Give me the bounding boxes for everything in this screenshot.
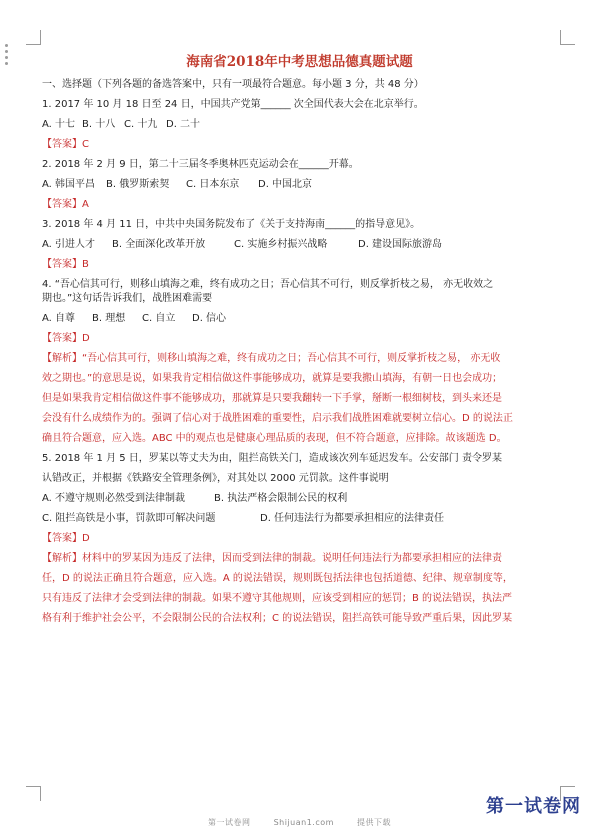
option-a: A. 自尊 — [42, 313, 76, 324]
corner-mark — [26, 30, 41, 45]
question-5-analysis: 格有利于维护社会公平，不会限制公民的合法权利；C 的说法错误，阻拦高铁可能导致严重后果，因此罗某 — [42, 613, 513, 624]
question-5-options-row-1 — [42, 492, 562, 506]
question-4-analysis: 但是如果我肯定相信做这件事不能够成功，那就算是只要我翻转一下手掌，掰断一根细树枝，到头来还是 — [42, 393, 502, 404]
option-b: B. 执法严格会限制公民的权利 — [214, 493, 348, 504]
option-d: D. 任何违法行为都要承担相应的法律责任 — [260, 513, 445, 524]
option-d: D. 建设国际旅游岛 — [358, 239, 443, 250]
option-b: B. 十八 — [82, 119, 116, 130]
footer-site-name: 第一试卷网 — [208, 818, 251, 827]
question-5-answer: 【答案】D — [42, 533, 90, 544]
option-c: C. 十九 — [124, 119, 158, 130]
option-c: C. 自立 — [142, 313, 176, 324]
question-5-options-row-2 — [42, 512, 562, 526]
question-4-analysis: 确且符合题意，应入选。ABC 中的观点也是健康心理品质的表现，但不符合题意，应排除。故该题选 D。 — [42, 433, 507, 444]
question-4-answer: 【答案】D — [42, 333, 90, 344]
option-a: A. 韩国平昌 — [42, 179, 96, 190]
question-4-analysis: 会没有什么成绩作为的。强调了信心对于战胜困难的重要性，启示我们战胜困难就要树立信心。D 的说法正 — [42, 413, 513, 424]
option-c: C. 实施乡村振兴战略 — [234, 239, 328, 250]
question-3-options — [42, 238, 562, 252]
question-1-answer: 【答案】C — [42, 139, 89, 150]
option-a: A. 引进人才 — [42, 239, 96, 250]
page-title: 海南省2018年中考思想品德真题试题 — [186, 54, 413, 70]
document-body — [42, 78, 562, 626]
option-b: B. 理想 — [92, 313, 126, 324]
option-a: A. 十七 — [42, 119, 76, 130]
page-footer — [0, 817, 599, 828]
question-5-stem-cont: 认错改正，并根据《铁路安全管理条例》，对其处以 2000 元罚款。这件事说明 — [42, 473, 389, 484]
question-4-options — [42, 312, 562, 326]
question-1-options — [42, 118, 562, 132]
question-5-stem: 5. 2018 年 1 月 5 日，罗某以等丈夫为由，阻拦高铁关门，造成该次列车延迟发车。公安部门 责令罗某 — [42, 453, 502, 464]
question-4-analysis: 【解析】“吾心信其可行，则移山填海之难，终有成功之日；吾心信其不可行，则反掌折枝之易， 亦无收 — [42, 353, 501, 364]
question-5-analysis: 【解析】材料中的罗某因为违反了法律，因而受到法律的制裁。说明任何违法行为都要承担相应的法律责 — [42, 553, 502, 564]
question-4-analysis: 效之期也。”的意思是说，如果我肯定相信做这件事能够成功，就算是要我搬山填海，有朝一日也会成功； — [42, 373, 503, 384]
corner-mark — [26, 786, 41, 801]
question-3-stem: 3. 2018 年 4 月 11 日，中共中央国务院发布了《关于支持海南______的指导意见》。 — [42, 219, 421, 230]
option-d: D. 二十 — [166, 119, 201, 130]
question-2-stem: 2. 2018 年 2 月 9 日，第二十三届冬季奥林匹克运动会在______开幕。 — [42, 159, 359, 170]
option-d: D. 信心 — [192, 313, 227, 324]
corner-mark — [560, 30, 575, 45]
site-logo: 第一试卷网 — [486, 796, 581, 817]
option-c: C. 日本东京 — [186, 179, 240, 190]
question-2-answer: 【答案】A — [42, 199, 89, 210]
section-heading: 一、选择题（下列各题的备选答案中，只有一项最符合题意。每小题 3 分，共 48 分） — [42, 79, 424, 90]
question-2-options — [42, 178, 562, 192]
question-5-analysis: 只有违反了法律才会受到法律的制裁。如果不遵守其他规则，应该受到相应的惩罚；B 的说法错误，执法严 — [42, 593, 513, 604]
option-c: C. 阻拦高铁是小事，罚款即可解决问题 — [42, 513, 216, 524]
question-5-analysis: 任，D 的说法正确且符合题意，应入选。A 的说法错误，规则既包括法律也包括道德、纪律、规章制度等， — [42, 573, 513, 584]
footer-site-url[interactable]: Shijuan1.com — [273, 818, 334, 827]
question-4-stem-cont: 期也。”这句话告诉我们，战胜困难需要 — [42, 293, 213, 304]
option-b: B. 俄罗斯索契 — [106, 179, 170, 190]
option-d: D. 中国北京 — [258, 179, 313, 190]
question-3-answer: 【答案】B — [42, 259, 89, 270]
footer-download: 提供下载 — [356, 818, 391, 827]
option-b: B. 全面深化改革开放 — [112, 239, 206, 250]
question-1-stem: 1. 2017 年 10 月 18 日至 24 日，中国共产党第______ 次全国代表大会在北京举行。 — [42, 99, 424, 110]
option-a: A. 不遵守规则必然受到法律制裁 — [42, 493, 186, 504]
question-4-stem: 4. “吾心信其可行，则移山填海之难，终有成功之日；吾心信其不可行，则反掌折枝之易， 亦无收效之 — [42, 279, 494, 290]
